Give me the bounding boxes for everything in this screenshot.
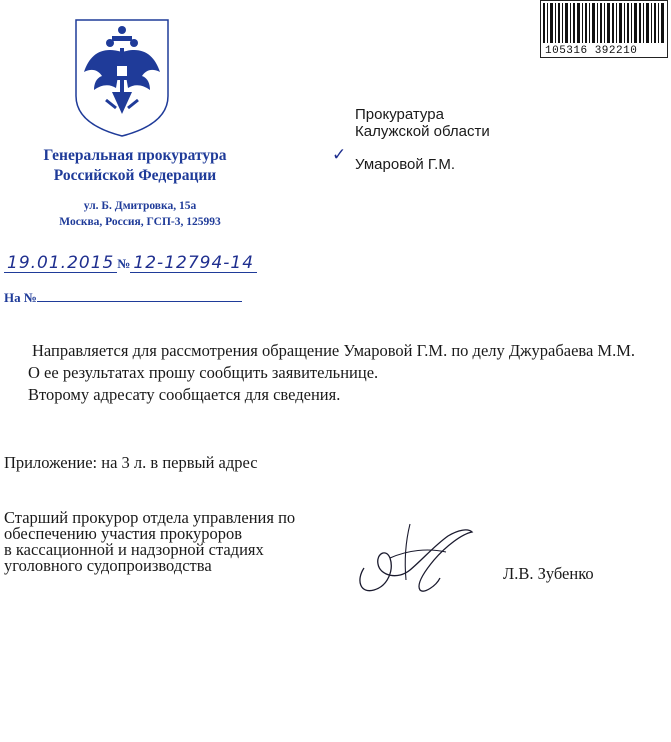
handwritten-signature [350, 510, 500, 600]
sender-org-line2: Российской Федерации [53, 167, 217, 184]
check-mark-icon: ✓ [332, 145, 347, 165]
body-paragraph-1: Направляется для рассмотрения обращение Умаровой Г.М. по делу Джурабаева М.М. [32, 341, 636, 360]
reference-label: На № [4, 290, 37, 305]
body-paragraph-3: Второму адресату сообщается для сведения. [28, 385, 341, 404]
sender-org-line1: Генеральная прокуратура [43, 147, 227, 164]
sender-address-line1: ул. Б. Дмитровка, 15а [83, 200, 197, 212]
attachment-line: Приложение: на 3 л. в первый адрес [4, 453, 258, 472]
sender-address [20, 198, 260, 230]
position-line2: обеспечению участия прокуроров [4, 524, 243, 543]
reference-line [4, 290, 242, 306]
letter-body [4, 340, 664, 406]
recipient-block [355, 106, 490, 140]
signer-position [4, 510, 364, 574]
recipient-line1: Прокуратура [355, 106, 444, 123]
outgoing-number: 12-12794-14 [130, 254, 257, 273]
reference-blank [37, 290, 242, 302]
signer-name: Л.В. Зубенко [503, 564, 594, 583]
coat-of-arms-emblem [72, 16, 172, 138]
position-line3: в кассационной и надзорной стадиях [4, 540, 264, 559]
outgoing-number-prefix: № [117, 256, 131, 271]
barcode [540, 0, 668, 58]
sender-address-line2: Москва, Россия, ГСП-3, 125993 [59, 216, 221, 228]
barcode-bars [543, 3, 667, 45]
position-line1: Старший прокурор отдела управления по [4, 508, 296, 527]
body-paragraph-2: О ее результатах прошу сообщить заявительнице. [28, 363, 379, 382]
sender-organization [6, 146, 264, 186]
recipient-name: Умаровой Г.М. [355, 156, 456, 173]
barcode-number: 105316 392210 [545, 45, 638, 57]
outgoing-date: 19.01.2015 [4, 254, 117, 273]
outgoing-date-number [4, 254, 257, 273]
recipient-line2: Калужской области [355, 123, 490, 140]
position-line4: уголовного судопроизводства [4, 556, 212, 575]
